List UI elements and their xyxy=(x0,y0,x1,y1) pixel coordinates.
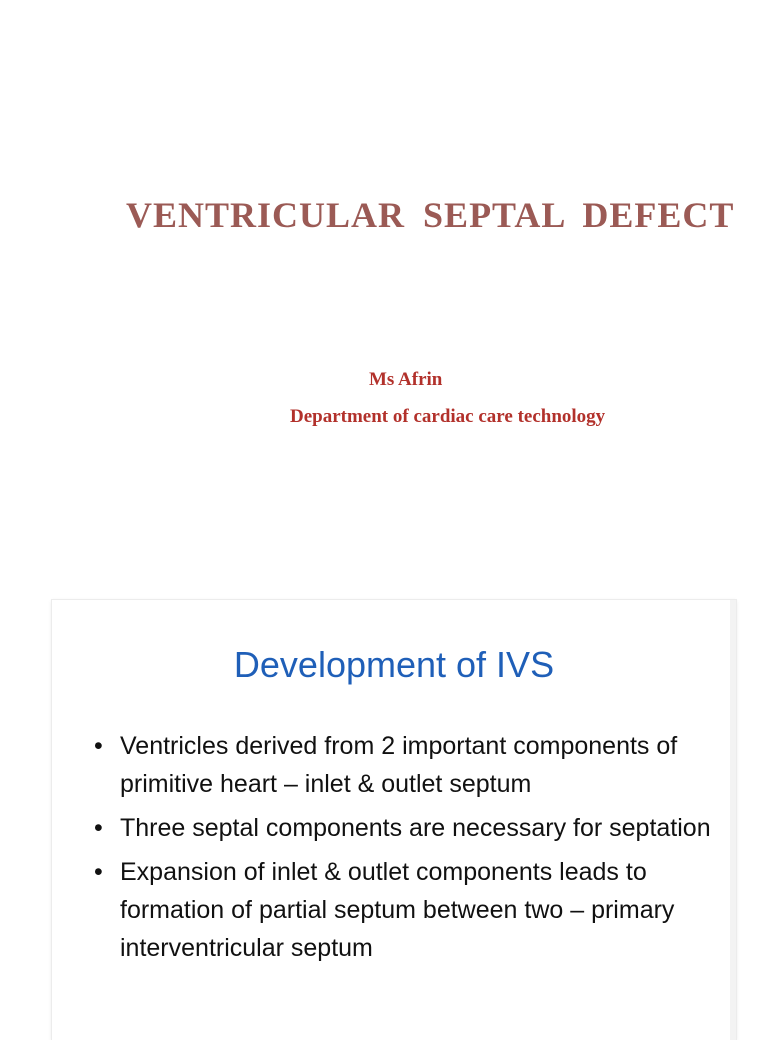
bullet-point-icon: • xyxy=(94,858,103,886)
presentation-title: VENTRICULAR SEPTAL DEFECT xyxy=(126,195,735,235)
author-name: Ms Afrin xyxy=(369,369,443,390)
bullet-item xyxy=(94,727,714,803)
bullet-text: Three septal components are necessary for septation xyxy=(120,814,711,842)
bullet-text: Expansion of inlet & outlet components leads to formation of partial septum between two – primary interventricular septum xyxy=(120,858,675,962)
bullet-text: Ventricles derived from 2 important components of primitive heart – inlet & outlet septum xyxy=(120,732,678,798)
bullet-point-icon: • xyxy=(94,732,103,760)
bullet-list xyxy=(94,727,714,973)
bullet-item xyxy=(94,853,714,967)
department-name: Department of cardiac care technology xyxy=(290,406,606,427)
content-slide xyxy=(52,600,736,1040)
bullet-point-icon: • xyxy=(94,814,103,842)
slide-heading: Development of IVS xyxy=(233,644,555,685)
bullet-item xyxy=(94,809,714,847)
